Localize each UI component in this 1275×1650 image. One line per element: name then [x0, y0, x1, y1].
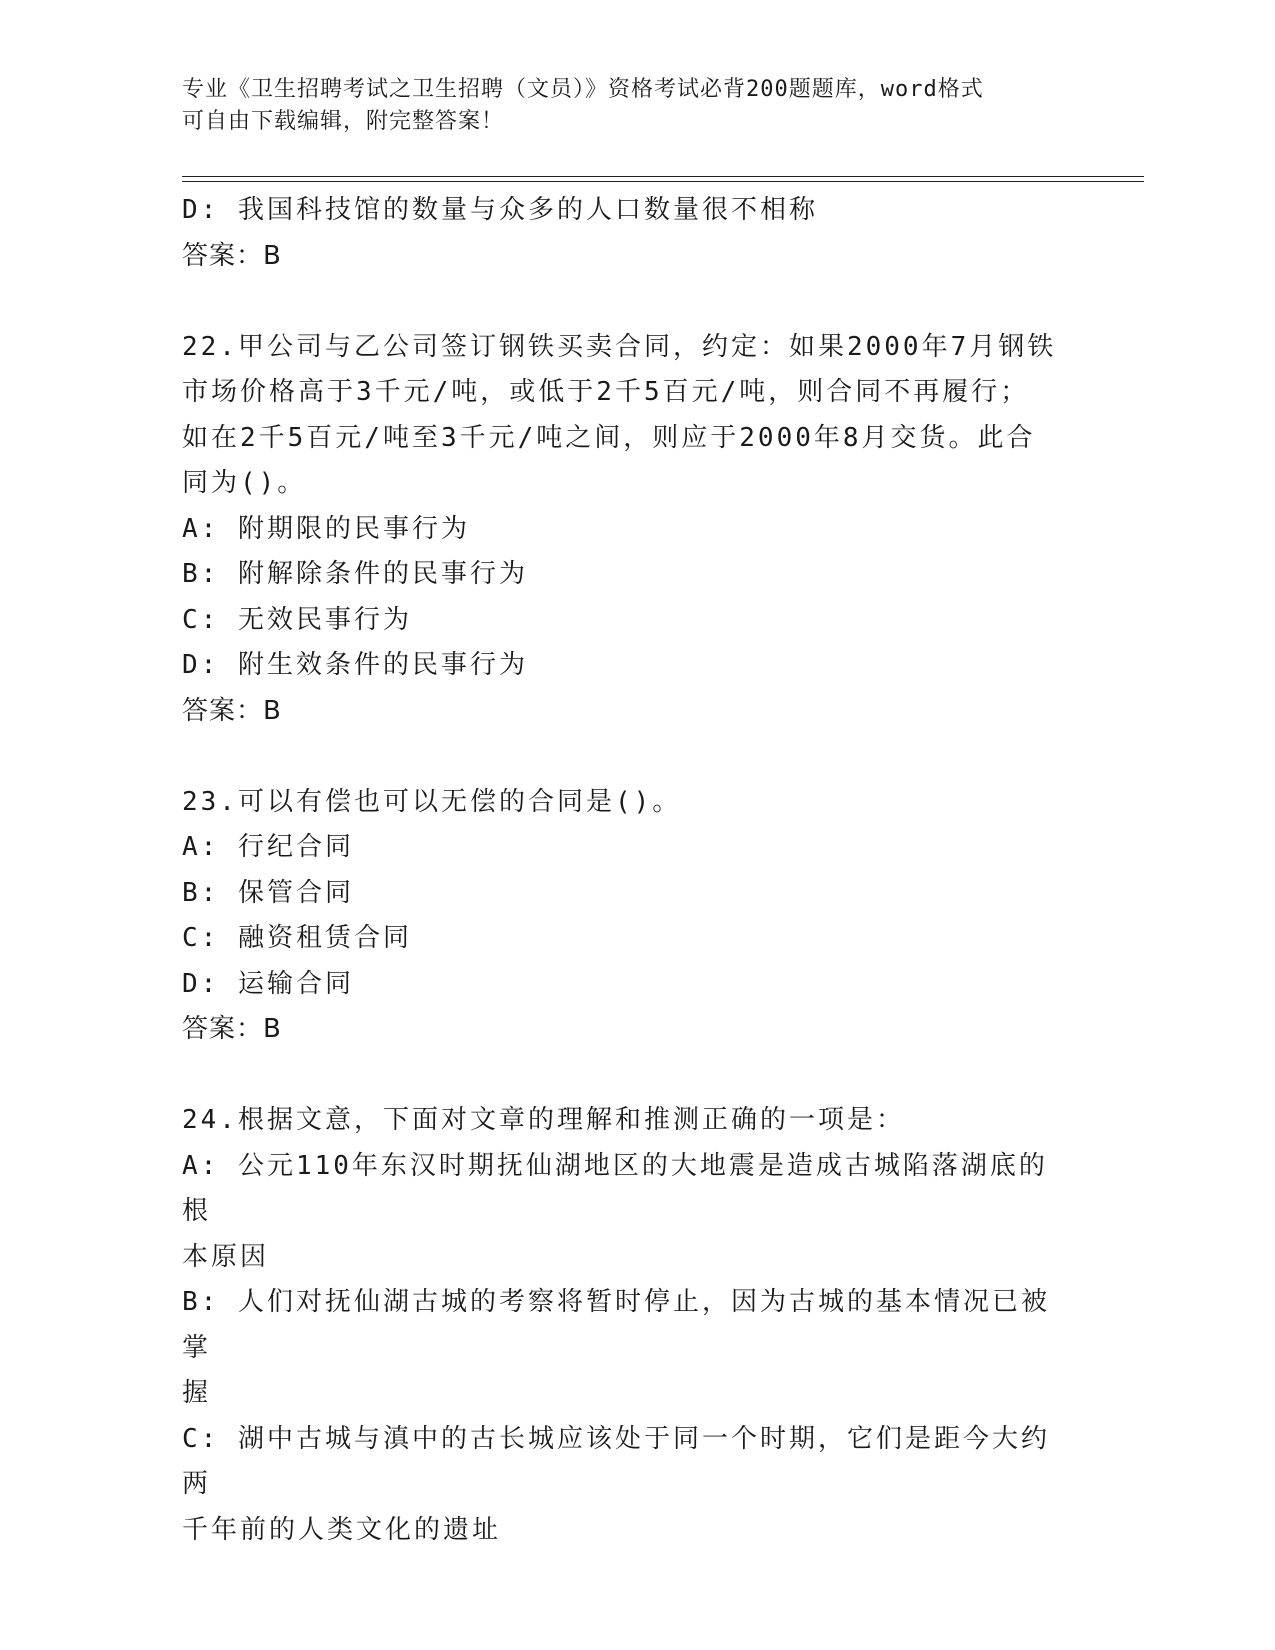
question-stem: 市场价格高于3千元/吨，或低于2千5百元/吨，则合同不再履行；: [182, 377, 1030, 407]
spacer: [182, 279, 1072, 325]
header-title-line: 可自由下载编辑，附完整答案！: [182, 109, 505, 134]
option-b: B: 人们对抚仙湖古城的考察将暂时停止，因为古城的基本情况已被掌: [182, 1287, 1050, 1363]
previous-question-tail: [182, 188, 1072, 279]
answer-line: 答案：B: [182, 1014, 282, 1044]
question-22: [182, 325, 1072, 735]
option-c: C: 无效民事行为: [182, 604, 412, 635]
option-a-continued: 本原因: [182, 1241, 270, 1272]
question-23: [182, 780, 1072, 1053]
option-d: D: 运输合同: [182, 968, 354, 999]
option-c: C: 湖中古城与滇中的古长城应该处于同一个时期，它们是距今大约两: [182, 1423, 1050, 1499]
option-c-continued: 千年前的人类文化的遗址: [182, 1514, 502, 1545]
option-c: C: 融资租赁合同: [182, 923, 412, 953]
question-stem: 24.根据文意，下面对文章的理解和推测正确的一项是：: [182, 1105, 905, 1135]
question-stem: 22.甲公司与乙公司签订钢铁买卖合同，约定：如果2000年7月钢铁: [182, 331, 1057, 362]
question-stem: 如在2千5百元/吨至3千元/吨之间，则应于2000年8月交货。此合: [182, 422, 1036, 453]
header-title-line: 专业《卫生招聘考试之卫生招聘（文员）》资格考试必背200题题库，word格式: [182, 77, 984, 102]
option-b: B: 附解除条件的民事行为: [182, 559, 528, 589]
question-stem: 同为()。: [182, 468, 307, 498]
question-stem: 23.可以有偿也可以无偿的合同是()。: [182, 786, 682, 817]
question-24: [182, 1098, 1072, 1553]
spacer: [182, 1053, 1072, 1099]
option-b-continued: 握: [182, 1378, 212, 1408]
option-b: B: 保管合同: [182, 877, 354, 908]
document-header: [182, 74, 1062, 138]
answer-line: 答案：B: [182, 240, 282, 271]
spacer: [182, 734, 1072, 780]
question-content: [182, 188, 1072, 1553]
header-divider-top: [182, 176, 1144, 177]
option-d: D: 附生效条件的民事行为: [182, 650, 528, 680]
option-a: A: 公元110年东汉时期抚仙湖地区的大地震是造成古城陷落湖底的根: [182, 1150, 1048, 1226]
option-d: D: 我国科技馆的数量与众多的人口数量很不相称: [182, 195, 818, 225]
header-divider-bottom: [182, 181, 1144, 182]
option-a: A: 行纪合同: [182, 832, 354, 862]
option-a: A: 附期限的民事行为: [182, 513, 470, 544]
answer-line: 答案：B: [182, 695, 282, 726]
